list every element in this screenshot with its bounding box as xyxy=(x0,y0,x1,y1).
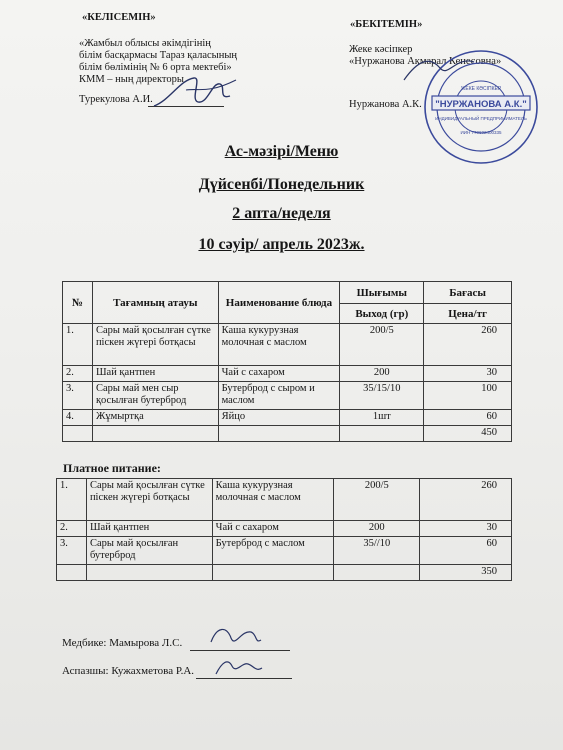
paid-total: 350 xyxy=(420,565,512,581)
left-approval-heading: «КЕЛІСЕМІН» xyxy=(82,12,156,23)
left-approval-line2: білім басқармасы Тараз қаласының xyxy=(79,50,238,61)
table-row: 2. Шай қантпен Чай с сахаром 200 30 xyxy=(57,521,512,537)
paid-menu-table xyxy=(56,478,512,581)
menu-title: Ас-мәзірі/Меню xyxy=(224,143,339,160)
left-approval-line4: КММ – ның директоры xyxy=(79,74,184,85)
table-row: 3. Сары май қосылған бутерброд Бутерброд с маслом 35//10 60 xyxy=(57,537,512,565)
left-approval-line3: білім бөлімінің № 6 орта мектебі» xyxy=(79,62,232,73)
table-row: 4. Жұмыртқа Яйцо 1шт 60 xyxy=(63,410,512,426)
table-row: 1. Сары май қосылған сүтке піскен жүгері ботқасы Каша кукурузная молочная с маслом 200/5 260 xyxy=(63,324,512,366)
right-approval-heading: «БЕКІТЕМІН» xyxy=(350,19,423,30)
stamp-top-text: ЖЕКЕ КӘСІПКЕР xyxy=(460,86,502,92)
left-approval-signer: Турекулова А.И. xyxy=(79,94,153,105)
col-header-price-ru: Цена/тг xyxy=(424,304,512,324)
table-row: 2. Шай қантпен Чай с сахаром 200 30 xyxy=(63,366,512,382)
cook-signature xyxy=(208,652,268,682)
main-total: 450 xyxy=(424,426,512,442)
table-row: 3. Сары май мен сыр қосылған бутерброд Бутерброд с сыром и маслом 35/15/10 100 xyxy=(63,382,512,410)
paid-section-heading: Платное питание: xyxy=(63,461,161,475)
right-signature xyxy=(400,50,480,90)
main-menu-table xyxy=(62,281,512,442)
cook-label: Аспазшы: Кужахметова Р.А. xyxy=(62,665,195,677)
col-header-output-kz: Шығымы xyxy=(340,282,424,304)
col-header-price-kz: Бағасы xyxy=(424,282,512,304)
right-approval-signer: Нуржанова А.К. xyxy=(349,99,422,110)
nurse-label: Медбике: Мамырова Л.С. xyxy=(62,637,183,649)
nurse-signature xyxy=(205,622,265,652)
stamp-center-text: "НУРЖАНОВА А.К." xyxy=(435,99,527,110)
week-title: 2 апта/неделя xyxy=(232,205,331,222)
table-total-row xyxy=(57,565,512,581)
table-row: 1. Сары май қосылған сүтке піскен жүгері ботқасы Каша кукурузная молочная с маслом 200/5 260 xyxy=(57,479,512,521)
table-total-row xyxy=(63,426,512,442)
stamp-number-text: ИИН 770602400335 xyxy=(460,130,502,135)
date-title: 10 сәуір/ апрель 2023ж. xyxy=(198,236,365,253)
col-header-name-ru: Наименование блюда xyxy=(218,282,340,324)
col-header-name-kz: Тағамның атауы xyxy=(92,282,218,324)
right-approval-line1: Жеке кәсіпкер xyxy=(349,44,413,55)
col-header-output-ru: Выход (гр) xyxy=(340,304,424,324)
right-approval-line2: «Нуржанова Акмарал Кенесовна» xyxy=(349,56,502,67)
left-approval-line1: «Жамбыл облысы әкімдігінің xyxy=(79,38,211,49)
day-title: Дүйсенбі/Понедельник xyxy=(198,176,365,193)
stamp-sub-text: ИНДИВИДУАЛЬНЫЙ ПРЕДПРИНИМАТЕЛЬ xyxy=(435,116,527,121)
col-header-number: № xyxy=(63,282,93,324)
left-signature xyxy=(150,70,240,115)
